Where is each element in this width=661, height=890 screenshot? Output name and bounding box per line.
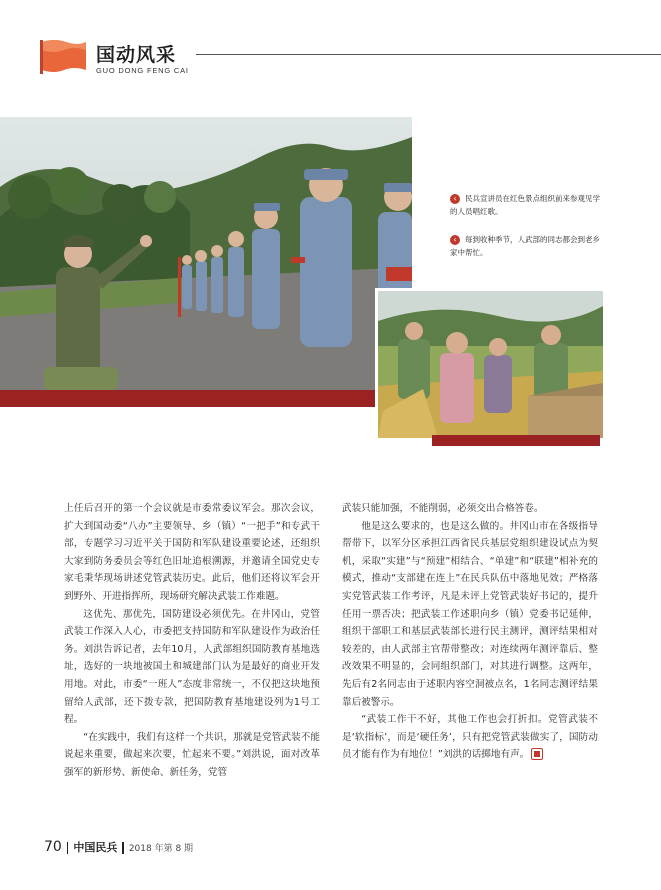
issue-label: 2018 年第 8 期 bbox=[128, 844, 194, 854]
caption-main-photo bbox=[450, 192, 600, 218]
paragraph-text: “武装工作干不好，其他工作也会打折扣。党管武装不是‘软指标’，而是‘硬任务’，只有把党管武装做实了，国防动员才能有作为有地位！”刘洪的话掷地有声。 bbox=[342, 714, 598, 761]
page-number: 70 bbox=[44, 839, 62, 855]
article-column-right bbox=[342, 500, 598, 764]
paragraph: “在实践中，我们有这样一个共识，那就是党管武装不能说起来重要，做起来次要，忙起来不要。”刘洪说，面对改革强军的新形势、新使命、新任务，党管 bbox=[64, 731, 320, 778]
paragraph: 武装只能加强，不能削弱，必须交出合格答卷。 bbox=[342, 503, 544, 514]
page-footer bbox=[44, 839, 193, 855]
main-photo-red-song bbox=[0, 117, 412, 390]
paragraph: 这优先、那优先，国防建设必须优先。在井冈山，党管武装工作深入人心，市委把支持国防和军队建设作为政治任务。刘洪告诉记者，去年10月，人武部组织国防教育基地选址，选好的一块地被国土和城建部门认为是最好的商业开发用地。对此，市委“一班人”态度非常统一，不仅把这块地预留给人武部，还下拨专款，把国防教育基地建设列为1号工程。 bbox=[64, 608, 320, 726]
paragraph: 上任后召开的第一个会议就是市委常委议军会。那次会议，扩大到国动委“八办”主要领导、乡（镇）“一把手”和专武干部，专题学习习近平关于国防和军队建设重要论述，还组织大家到防务委员会等红色旧址追根溯源，并邀请全国党史专家毛秉华现场讲述党管武装历史。此后，他们还将议军会开到野外、开进指挥所，现场研究解决武装工作难题。 bbox=[64, 503, 320, 602]
caption-text: 每到收种季节，人武部的同志都会到老乡家中帮忙。 bbox=[450, 235, 600, 257]
paragraph: 他是这么要求的，也是这么做的。井冈山市在各级指导帮带下，以军分区承担江西省民兵基层党组织建设试点为契机，采取“实建”与“预建”相结合、“单建”和“联建”相补充的模式，推动“支部建在连上”在民兵队伍中落地见效；严格落实党管武装工作考评，凡是未评上党管武装好书记的，提升任用一票否决；把武装工作述职向乡（镇）党委书记延伸，组织干部职工和基层武装部长进行民主测评，测评结果相对较差的，由人武部主官帮带整改；对连续两年测评靠后、整改效果不明显的，会同组织部门，对其进行调整。这两年，先后有2名同志由于述职内容空洞被点名，1名同志测评结果靠后被警示。 bbox=[342, 520, 598, 708]
left-arrow-icon: ‹ bbox=[450, 194, 460, 204]
caption-small-photo bbox=[450, 233, 600, 259]
small-photo-illustration bbox=[378, 291, 603, 438]
flag-logo-icon bbox=[40, 38, 88, 74]
magazine-name: 中国民兵 bbox=[73, 841, 118, 854]
end-mark-icon bbox=[531, 748, 543, 760]
caption-text: 民兵宣讲员在红色景点组织前来参观见学的人员唱红歌。 bbox=[450, 194, 600, 216]
left-arrow-icon: ‹ bbox=[450, 235, 460, 245]
footer-divider bbox=[122, 842, 124, 854]
main-photo-red-bar bbox=[0, 390, 412, 407]
article-column-left bbox=[64, 500, 320, 782]
paragraph-final bbox=[342, 711, 598, 764]
header-rule bbox=[196, 54, 661, 55]
column-pinyin: GUO DONG FENG CAI bbox=[96, 66, 189, 75]
column-title: 国动风采 bbox=[96, 44, 177, 66]
footer-divider bbox=[67, 842, 69, 854]
small-photo-harvest bbox=[375, 288, 603, 438]
main-photo-illustration bbox=[0, 117, 412, 390]
small-photo-red-bar bbox=[432, 435, 600, 446]
